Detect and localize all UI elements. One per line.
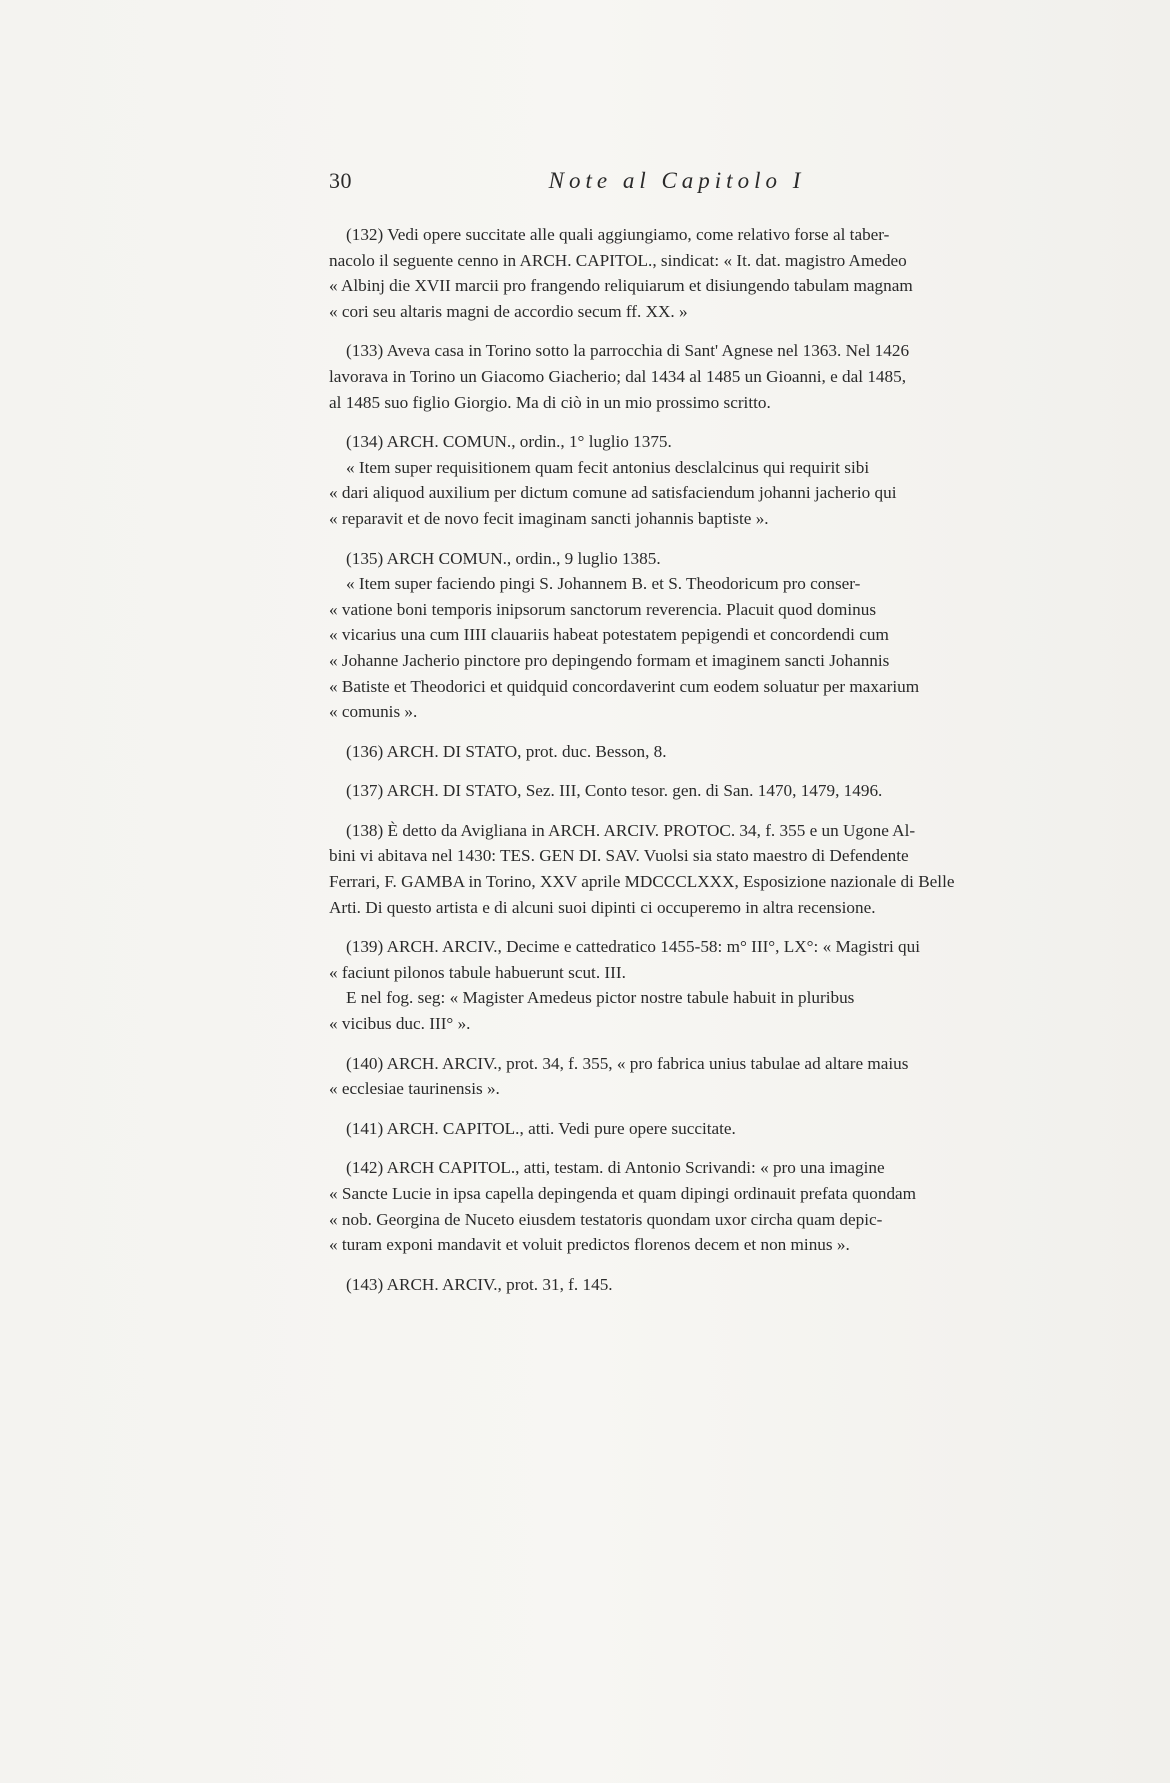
- note-line: (137) ARCH. DI STATO, Sez. III, Conto tesor. gen. di San. 1470, 1479, 1496.: [346, 781, 883, 801]
- note-line: « vicibus duc. III° ».: [329, 1014, 471, 1034]
- footnote: [329, 222, 985, 324]
- note-line: al 1485 suo figlio Giorgio. Ma di ciò in un mio prossimo scritto.: [329, 392, 771, 412]
- footnote: [329, 338, 985, 415]
- note-line: « cori seu altaris magni de accordio secum ff. XX. »: [329, 301, 688, 321]
- note-line: « reparavit et de novo fecit imaginam sancti johannis baptiste ».: [329, 508, 769, 528]
- footnote: [329, 1116, 985, 1142]
- note-line: « Batiste et Theodorici et quidquid concordaverint cum eodem soluatur per maxarium: [329, 676, 920, 696]
- note-line: (133) Aveva casa in Torino sotto la parrocchia di Sant' Agnese nel 1363. Nel 1426: [346, 341, 910, 361]
- note-line: (134) ARCH. COMUN., ordin., 1° luglio 1375.: [346, 432, 672, 452]
- footnote: [329, 818, 985, 920]
- note-line: nacolo il seguente cenno in ARCH. CAPITOL., sindicat: « It. dat. magistro Amedeo: [329, 250, 907, 270]
- note-line: (141) ARCH. CAPITOL., atti. Vedi pure opere succitate.: [346, 1118, 736, 1138]
- note-line: Arti. Di questo artista e di alcuni suoi dipinti ci occuperemo in altra recensione.: [329, 897, 876, 917]
- running-title: Note al Capitolo I: [548, 168, 806, 193]
- footnote: [329, 429, 985, 531]
- note-line: « vicarius una cum IIII clauariis habeat potestatem pepigendi et concordendi cum: [329, 625, 889, 645]
- note-line: (135) ARCH COMUN., ordin., 9 luglio 1385.: [346, 548, 661, 568]
- page-number: 30: [329, 168, 352, 193]
- footnote: [329, 739, 985, 765]
- footnote: [329, 1051, 985, 1102]
- note-line: E nel fog. seg: « Magister Amedeus pictor nostre tabule habuit in pluribus: [346, 988, 855, 1008]
- note-line: « nob. Georgina de Nuceto eiusdem testatoris quondam uxor circha quam depic-: [329, 1209, 883, 1229]
- note-line: « faciunt pilonos tabule habuerunt scut. III.: [329, 962, 626, 982]
- note-line: « Albinj die XVII marcii pro frangendo reliquiarum et disiungendo tabulam magnam: [329, 276, 913, 296]
- note-line: « comunis ».: [329, 702, 418, 722]
- note-line: « dari aliquod auxilium per dictum comune ad satisfaciendum johanni jacherio qui: [329, 483, 897, 503]
- note-line: « ecclesiae taurinensis ».: [329, 1079, 500, 1099]
- page-header: [329, 168, 985, 204]
- note-line: « Item super faciendo pingi S. Johannem B. et S. Theodoricum pro conser-: [346, 574, 861, 594]
- note-line: (138) È detto da Avigliana in ARCH. ARCIV. PROTOC. 34, f. 355 e un Ugone Al-: [346, 820, 916, 840]
- note-line: « vatione boni temporis inipsorum sanctorum reverencia. Placuit quod dominus: [329, 599, 877, 619]
- footnote: [329, 1155, 985, 1257]
- footnote: [329, 778, 985, 804]
- note-line: « turam exponi mandavit et voluit predictos florenos decem et non minus ».: [329, 1235, 850, 1255]
- footnote: [329, 546, 985, 725]
- note-line: (143) ARCH. ARCIV., prot. 31, f. 145.: [346, 1274, 613, 1294]
- note-line: (136) ARCH. DI STATO, prot. duc. Besson, 8.: [346, 741, 667, 761]
- note-line: (132) Vedi opere succitate alle quali aggiungiamo, come relativo forse al taber-: [346, 225, 890, 244]
- note-line: (139) ARCH. ARCIV., Decime e cattedratico 1455-58: m° III°, LX°: « Magistri qui: [346, 937, 921, 957]
- note-line: lavorava in Torino un Giacomo Giacherio; dal 1434 al 1485 un Gioanni, e dal 1485,: [329, 366, 906, 386]
- note-line: Ferrari, F. GAMBA in Torino, XXV aprile MDCCCLXXX, Esposizione nazionale di Belle: [329, 872, 955, 892]
- note-line: « Sancte Lucie in ipsa capella depingenda et quam dipingi ordinauit prefata quondam: [329, 1184, 917, 1203]
- notes-section: [329, 222, 985, 1297]
- note-line: (140) ARCH. ARCIV., prot. 34, f. 355, « pro fabrica unius tabulae ad altare maius: [346, 1053, 909, 1073]
- note-line: « Johanne Jacherio pinctore pro depingendo formam et imaginem sancti Johannis: [329, 650, 890, 670]
- footnote: [329, 934, 985, 1036]
- footnote: [329, 1272, 985, 1298]
- note-line: « Item super requisitionem quam fecit antonius desclalcinus qui requirit sibi: [346, 457, 870, 477]
- note-line: bini vi abitava nel 1430: TES. GEN DI. SAV. Vuolsi sia stato maestro di Defendente: [329, 846, 909, 866]
- note-line: (142) ARCH CAPITOL., atti, testam. di Antonio Scrivandi: « pro una imagine: [346, 1158, 885, 1178]
